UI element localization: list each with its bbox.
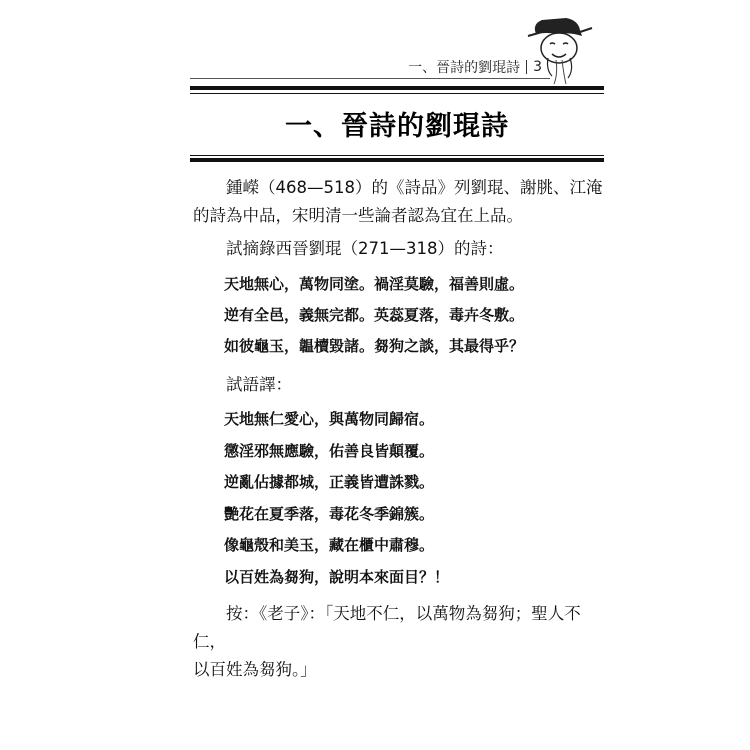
excerpt-label: 試摘錄西晉劉琨（271—318）的詩： bbox=[193, 239, 504, 258]
page-number: 3 bbox=[533, 59, 542, 75]
poem-line: 如彼龜玉，韞櫝毀諸。芻狗之談，其最得乎？ bbox=[224, 337, 525, 355]
note-paragraph bbox=[193, 600, 603, 684]
running-header bbox=[190, 58, 542, 76]
translation-line: 天地無仁愛心，與萬物同歸宿。 bbox=[224, 410, 435, 428]
poem-line: 天地無心，萬物同塗。禍淫莫驗，福善則虛。 bbox=[224, 275, 525, 293]
translation-line: 懲淫邪無應驗，佑善良皆顛覆。 bbox=[224, 442, 435, 460]
title-rule-top-thick bbox=[190, 86, 604, 90]
translation-line: 艷花在夏季落，毒花冬季錦簇。 bbox=[224, 505, 435, 523]
poem-line: 逆有全邑，義無完都。英蕊夏落，毒卉冬敷。 bbox=[224, 306, 525, 324]
chapter-title: 一、晉詩的劉琨詩 bbox=[285, 111, 509, 142]
translation-label: 試語譯： bbox=[193, 375, 292, 394]
header-rule bbox=[190, 78, 550, 79]
header-separator bbox=[526, 60, 527, 74]
title-rule-bottom-thin bbox=[190, 155, 604, 156]
translation-line: 以百姓為芻狗，說明本來面目？！ bbox=[224, 568, 450, 586]
title-rule-top-thin bbox=[190, 93, 604, 94]
note-line-2: 以百姓為芻狗。」 bbox=[193, 660, 317, 679]
intro-line-1: 鍾嶸（468—518）的《詩品》列劉琨、謝朓、江淹 bbox=[193, 178, 603, 197]
translation-line: 逆亂佔據都城，正義皆遭誅戮。 bbox=[224, 473, 435, 491]
translation-line: 像龜殼和美玉，藏在櫃中肅穆。 bbox=[224, 536, 435, 554]
title-rule-bottom-thick bbox=[190, 158, 604, 162]
running-title: 一、晉詩的劉琨詩 bbox=[408, 60, 521, 76]
note-line-1: 按：《老子》：「天地不仁，以萬物為芻狗；聖人不仁， bbox=[193, 604, 581, 651]
intro-paragraph bbox=[193, 174, 603, 230]
intro-line-2: 的詩為中品，宋明清一些論者認為宜在上品。 bbox=[193, 206, 523, 225]
